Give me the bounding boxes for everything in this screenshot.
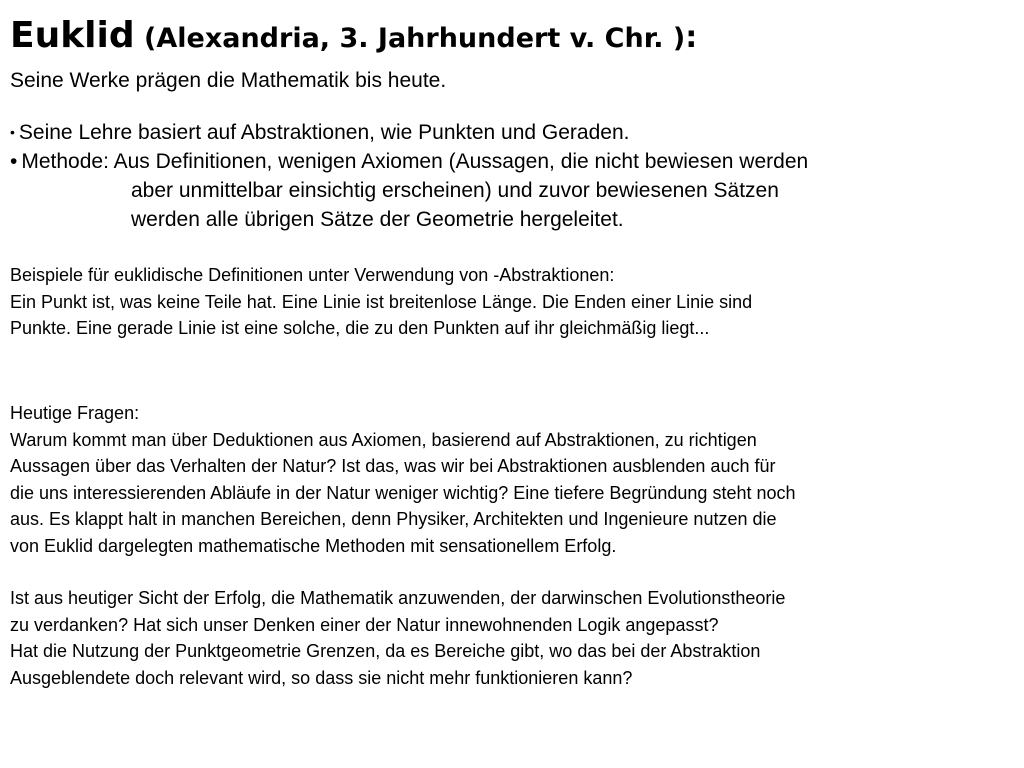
bullet-text: Seine Lehre basiert auf Abstraktionen, wie Punkten und Geraden. — [18, 121, 630, 144]
paragraph-line: Ausgeblendete doch relevant wird, so dass sie nicht mehr funktionieren kann? — [10, 667, 633, 688]
paragraph-line: Punkte. Eine gerade Linie ist eine solche, die zu den Punkten auf ihr gleichmäßig liegt... — [10, 318, 710, 338]
bullet-text-continuation: aber unmittelbar einsichtig erscheinen) und zuvor bewiesenen Sätzen — [131, 179, 779, 202]
bullet-text: Methode: Aus Definitionen, wenigen Axiomen (Aussagen, die nicht bewiesen werden — [21, 150, 809, 173]
paragraph-line: Aussagen über das Verhalten der Natur? Ist das, was wir bei Abstraktionen ausblenden auch für — [10, 456, 776, 476]
bullet-list — [10, 118, 1010, 234]
title-subtitle: (Alexandria, 3. Jahrhundert v. Chr. ) — [134, 23, 686, 54]
slide-title — [10, 15, 698, 56]
darwin-paragraph — [10, 585, 1015, 691]
bullet-item — [10, 118, 1010, 147]
paragraph-line: aus. Es klappt halt in manchen Bereichen, denn Physiker, Architekten und Ingenieure nutzen die — [10, 509, 777, 529]
examples-paragraph — [10, 262, 1015, 342]
bullet-marker: • — [10, 150, 18, 173]
paragraph-line: Ein Punkt ist, was keine Teile hat. Eine Linie ist breitenlose Länge. Die Enden einer Linie sind — [10, 291, 753, 312]
bullet-marker: • — [10, 124, 15, 140]
bullet-line — [10, 147, 1010, 176]
questions-paragraph — [10, 400, 1015, 559]
paragraph-line: Warum kommt man über Deduktionen aus Axiomen, basierend auf Abstraktionen, zu richtigen — [10, 429, 757, 450]
title-colon: : — [685, 20, 698, 55]
paragraph-line: die uns interessierenden Abläufe in der Natur weniger wichtig? Eine tiefere Begründung steht noch — [10, 482, 796, 503]
paragraph-line: Ist aus heutiger Sicht der Erfolg, die Mathematik anzuwenden, der darwinschen Evolutionstheorie — [10, 588, 786, 608]
paragraph-line: Beispiele für euklidische Definitionen unter Verwendung von -Abstraktionen: — [10, 265, 615, 285]
title-main: Euklid — [10, 15, 135, 56]
bullet-text-continuation: werden alle übrigen Sätze der Geometrie hergeleitet. — [131, 208, 624, 231]
paragraph-line: Hat die Nutzung der Punktgeometrie Grenzen, da es Bereiche gibt, wo das bei der Abstraktion — [10, 641, 761, 661]
paragraph-line: zu verdanken? Hat sich unser Denken einer der Natur innewohnenden Logik angepasst? — [10, 614, 719, 635]
paragraph-line: von Euklid dargelegten mathematische Methoden mit sensationellem Erfolg. — [10, 535, 617, 556]
paragraph-line: Heutige Fragen: — [10, 403, 140, 423]
bullet-item — [10, 147, 1010, 234]
slide-subtitle: Seine Werke prägen die Mathematik bis heute. — [10, 69, 447, 92]
